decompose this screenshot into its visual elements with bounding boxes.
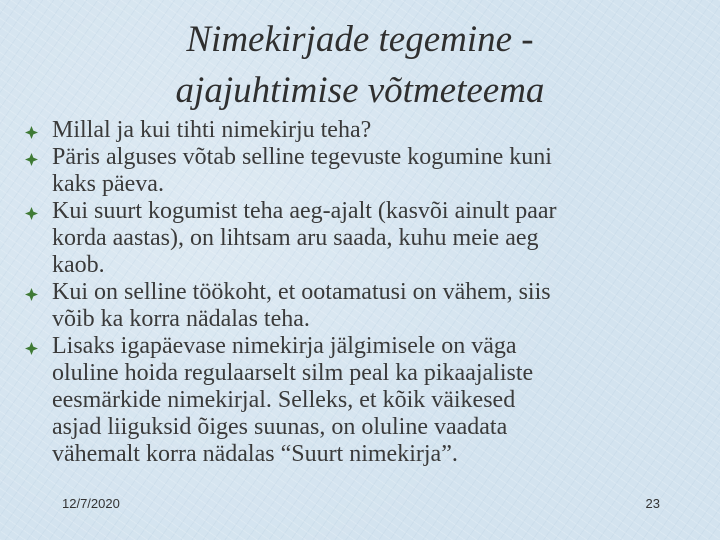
bullet-line: oluline hoida regulaarselt silm peal ka pikaajaliste [52, 360, 534, 386]
diamond-bullet-icon [25, 342, 38, 355]
bullet-line: asjad liiguksid õiges suunas, on oluline vaadata [52, 414, 508, 440]
diamond-bullet-icon [25, 207, 38, 220]
bullet-line: võib ka korra nädalas teha. [52, 306, 310, 332]
bullet-line: Lisaks igapäevase nimekirja jälgimisele on väga [52, 333, 517, 359]
bullet-line: kaks päeva. [52, 171, 164, 197]
bullet-item-3 [52, 198, 652, 279]
bullet-line: Kui on selline töökoht, et ootamatusi on vähem, siis [52, 279, 551, 305]
bullet-line: Kui suurt kogumist teha aeg-ajalt (kasvõi ainult paar [52, 198, 557, 224]
bullet-item-1 [52, 117, 652, 144]
diamond-bullet-icon [25, 288, 38, 301]
bullet-item-5 [52, 333, 652, 468]
bullet-item-2 [52, 144, 652, 198]
diamond-bullet-icon [25, 126, 38, 139]
bullet-line: Millal ja kui tihti nimekirju teha? [52, 117, 372, 143]
bullet-list [52, 117, 652, 468]
bullet-item-4 [52, 279, 652, 333]
bullet-line: vähemalt korra nädalas “Suurt nimekirja”. [52, 441, 458, 467]
bullet-line: eesmärkide nimekirjal. Selleks, et kõik väikesed [52, 387, 516, 413]
slide-title [60, 14, 660, 116]
footer-date: 12/7/2020 [62, 496, 120, 511]
bullet-line: Päris alguses võtab selline tegevuste kogumine kuni [52, 144, 552, 170]
bullet-line: kaob. [52, 252, 105, 278]
bullet-line: korda aastas), on lihtsam aru saada, kuhu meie aeg [52, 225, 539, 251]
diamond-bullet-icon [25, 153, 38, 166]
page-number: 23 [645, 496, 660, 511]
slide-title-line-2: ajajuhtimise võtmeteema [175, 70, 545, 111]
slide-title-line-1: Nimekirjade tegemine - [186, 19, 534, 60]
